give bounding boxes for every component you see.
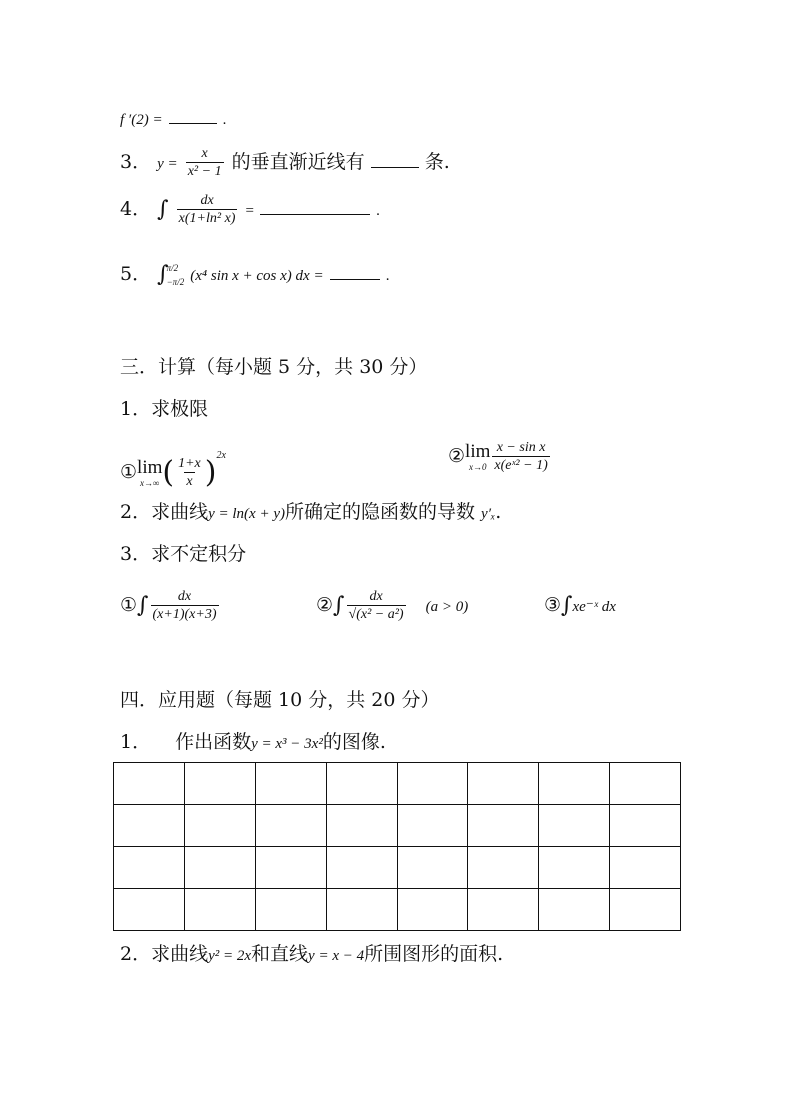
integral-c: ③∫xe⁻ˣ dx	[544, 593, 616, 618]
definite-integral: ∫ π/2 −π/2	[157, 255, 184, 295]
fraction: $\frac{x}{\text{x² − 1}}$	[187, 146, 222, 179]
question-5: 5． ∫ π/2 −π/2 (x⁴ sin x + cos x) dx = .	[120, 254, 389, 296]
section-4-heading: 四．应用题（每题 10 分，共 20 分）	[120, 689, 440, 711]
derivative-expression: f ′(2) =	[120, 112, 163, 128]
integral-sign-icon: ∫	[561, 593, 573, 618]
question-3: 3． y = $\frac{x}{\text{x² − 1}}$ 的垂直渐近线有 条.	[120, 146, 450, 179]
fraction: $\frac{dx}{(x+1)(x+3)}$	[152, 589, 217, 622]
integral-b: ②∫ $\frac{dx}{\text{√(x² − a²)}}$ (a > 0)	[316, 589, 469, 622]
question-4-2: 2．求曲线y² = 2x和直线y = x − 4所围图形的面积.	[120, 943, 504, 965]
integral-sign-icon: ∫	[333, 593, 345, 618]
answer-blank[interactable]	[371, 153, 419, 168]
integral-sign-icon: ∫	[137, 593, 149, 618]
limit-b: ② lim x→0 $\frac{\text{x − sin x}}{\text{x(eˣ² − 1)}}$	[448, 440, 548, 473]
limit-a: ① lim x→∞ ( $\frac{1+x}{x}$ )$^{2x}$	[120, 450, 226, 490]
graph-grid[interactable]	[113, 762, 681, 931]
grid-row	[114, 889, 681, 931]
fraction: $\frac{dx}{\text{√(x² − a²)}}$	[348, 589, 404, 622]
grid-row	[114, 805, 681, 847]
integral-sign-icon: ∫	[157, 197, 169, 222]
answer-blank[interactable]	[330, 265, 380, 280]
answer-blank[interactable]	[169, 109, 217, 124]
fraction: $\frac{1+x}{x}$	[178, 456, 201, 489]
fraction: $\frac{dx}{\text{x(1+ln² x)}}$	[178, 193, 236, 226]
lim-operator: lim x→0	[465, 441, 491, 472]
lim-operator: lim x→∞	[137, 457, 163, 488]
grid-row	[114, 847, 681, 889]
fraction: $\frac{\text{x − sin x}}{\text{x(eˣ² − 1)}}$	[494, 440, 548, 473]
question-3-1-label: 1．求极限	[120, 398, 209, 420]
question-3-2: 2．求曲线y = ln(x + y)所确定的隐函数的导数 y′ₓ.	[120, 501, 502, 523]
answer-blank[interactable]	[260, 200, 370, 215]
question-3-3-label: 3．求不定积分	[120, 543, 247, 565]
question-4: 4． ∫ $\frac{dx}{\text{x(1+ln² x)}}$ = .	[120, 193, 380, 226]
integral-a: ①∫ $\frac{dx}{(x+1)(x+3)}$	[120, 589, 217, 622]
question-4-1: 1． 作出函数y = x³ − 3x²的图像.	[120, 731, 386, 753]
item2-tail: f ′(2) = .	[120, 106, 226, 132]
grid-row	[114, 763, 681, 805]
integral-sign-icon: ∫	[157, 262, 169, 287]
section-3-heading: 三．计算（每小题 5 分，共 30 分）	[120, 356, 428, 378]
